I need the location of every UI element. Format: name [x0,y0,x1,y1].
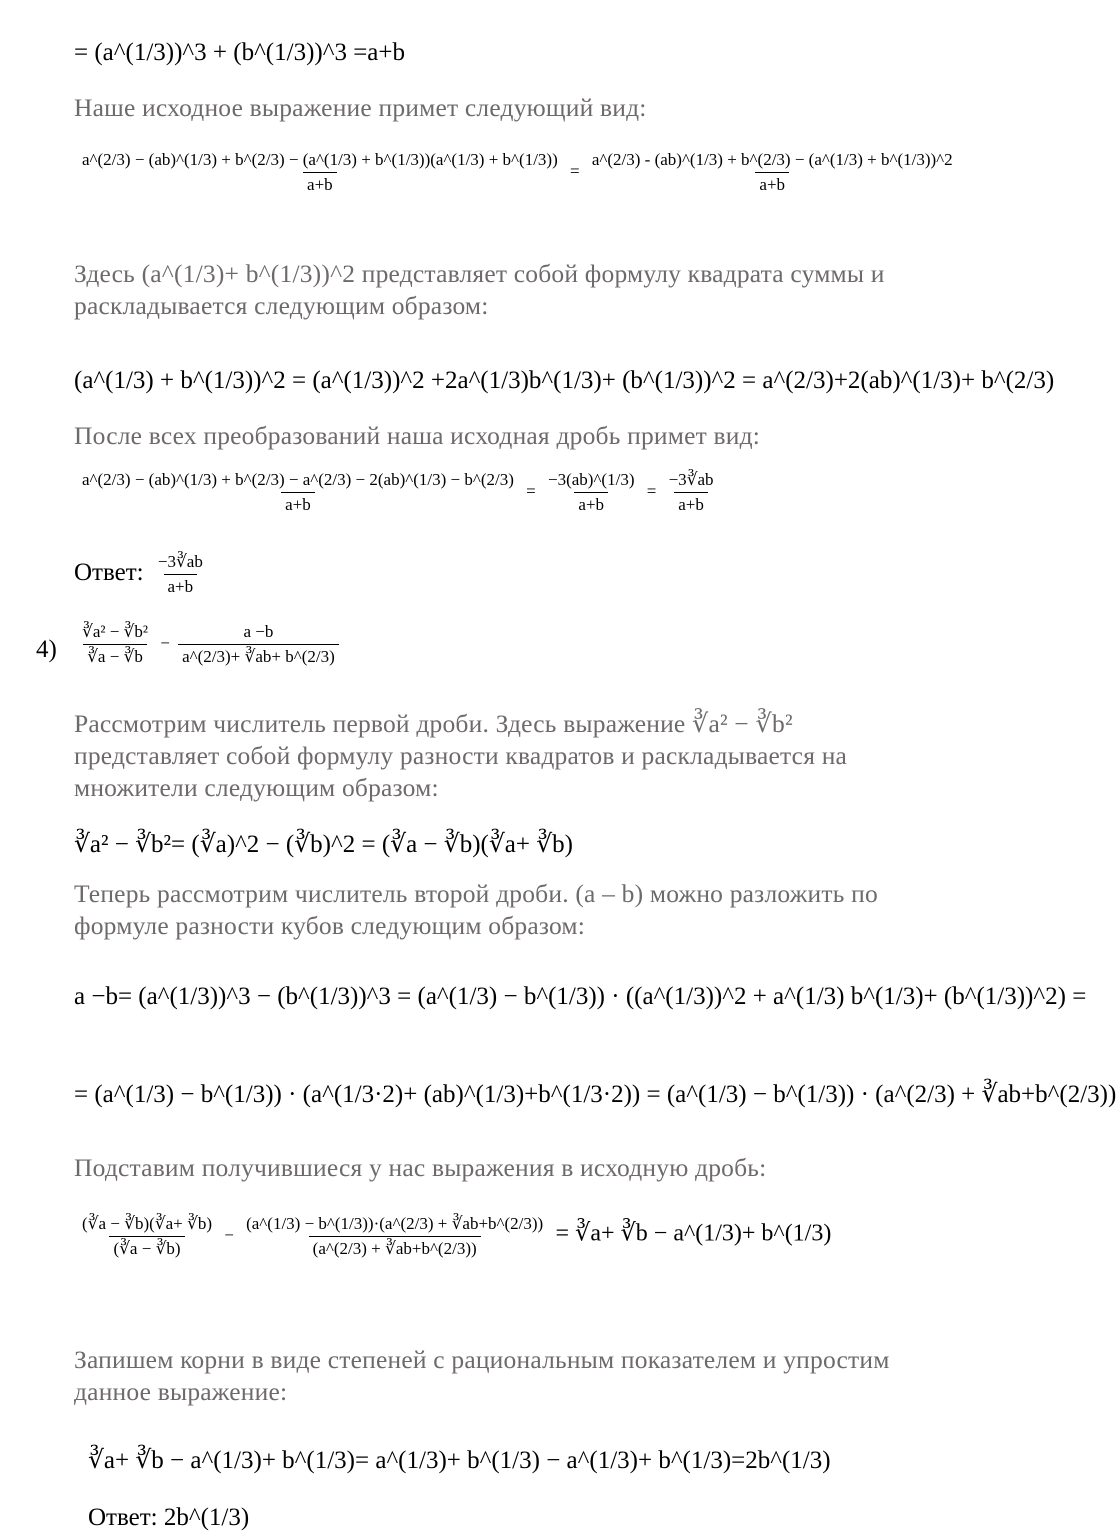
fraction-1-left-denominator: a+b [303,172,337,195]
substitution-left-fraction [78,1214,216,1259]
answer-2: Ответ: 2b^(1/3) [88,1504,250,1531]
problem-4-left-fraction [78,622,152,667]
substitution-result: = ∛a+ ∛b − a^(1/3)+ b^(1/3) [555,1220,832,1247]
equation-difference-of-cubes-1: a −b= (a^(1/3))^3 − (b^(1/3))^3 = (a^(1/3) − b^(1/3)) · ((a^(1/3))^2 + a^(1/3) b^(1/3)+ (b^(1/3))^2) = [74,983,1087,1010]
substitution-right-numerator: (a^(1/3) − b^(1/3))·(a^(2/3) + ∛ab+b^(2/3)) [246,1214,544,1233]
paragraph-after-transformations: После всех преобразований наша исходная дробь примет вид: [74,421,761,450]
fraction-1-right [588,150,957,195]
problem-number: 4) [36,636,57,663]
fraction-2-right [665,470,718,515]
paragraph-difference-of-cubes: Теперь рассмотрим числитель второй дроби. (a – b) можно разложить по формуле разности кубов следующим образом: [74,879,878,940]
equation-fraction-2 [74,470,722,515]
equation-square-expansion: (a^(1/3) + b^(1/3))^2 = (a^(1/3))^2 +2a^(1/3)b^(1/3)+ (b^(1/3))^2 = a^(2/3)+2(ab)^(1/3)+ b^(2/3) [74,367,1055,394]
problem-4-right-denominator: a^(2/3)+ ∛ab+ b^(2/3) [178,644,339,667]
fraction-2-left-numerator: a^(2/3) − (ab)^(1/3) + b^(2/3) − a^(2/3) − 2(ab)^(1/3) − b^(2/3) [82,470,514,489]
equation-sum-of-cubes: = (a^(1/3))^3 + (b^(1/3))^3 =a+b [74,39,406,66]
equation-fraction-1 [74,150,961,195]
equation-difference-of-squares: ∛a² − ∛b²= (∛a)^2 − (∛b)^2 = (∛a − ∛b)(∛a+ ∛b) [74,831,573,858]
substitution-left-denominator: (∛a − ∛b) [109,1236,184,1259]
paragraph-rational-exponents: Запишем корни в виде степеней с рациональным показателем и упростим данное выражение: [74,1345,890,1406]
minus-sign: − [224,1225,234,1245]
paragraph-substitution: Подставим получившиеся у нас выражения в исходную дробь: [74,1153,767,1182]
paragraph-difference-of-squares: Рассмотрим числитель первой дроби. Здесь выражение ∛a² − ∛b² представляет собой формулу разности квадратов и раскладывается на множители следующим образом: [74,709,848,802]
fraction-1-left-numerator: a^(2/3) − (ab)^(1/3) + b^(2/3) − (a^(1/3) + b^(1/3))(a^(1/3) + b^(1/3)) [82,150,558,169]
answer-1-fraction [154,552,207,597]
fraction-2-middle [544,470,638,515]
fraction-2-middle-denominator: a+b [574,492,608,515]
equation-final-simplification: ∛a+ ∛b − a^(1/3)+ b^(1/3)= a^(1/3)+ b^(1/3) − a^(1/3)+ b^(1/3)=2b^(1/3) [88,1447,831,1474]
fraction-2-left-denominator: a+b [281,492,315,515]
substitution-right-denominator: (a^(2/3) + ∛ab+b^(2/3)) [309,1236,481,1259]
problem-4-left-denominator: ∛a − ∛b [83,644,147,667]
fraction-1-left [78,150,562,195]
substitution-left-numerator: (∛a − ∛b)(∛a+ ∛b) [82,1214,212,1233]
fraction-1-right-denominator: a+b [755,172,789,195]
problem-4-left-numerator: ∛a² − ∛b² [82,622,148,641]
equation-substitution [74,1214,831,1259]
answer-1-denominator: a+b [164,574,198,597]
equals-sign: = [570,161,580,181]
fraction-1-right-numerator: a^(2/3) - (ab)^(1/3) + b^(2/3) − (a^(1/3) + b^(1/3))^2 [591,150,953,169]
fraction-2-right-numerator: −3∛ab [668,470,714,489]
equation-problem-4 [74,622,343,667]
fraction-2-left [78,470,518,515]
equation-difference-of-cubes-2: = (a^(1/3) − b^(1/3)) · (a^(1/3·2)+ (ab)^(1/3)+b^(1/3·2)) = (a^(1/3) − b^(1/3)) · (a^(2/3) + ∛ab+b^(2/3)) [74,1081,1116,1108]
answer-1-numerator: −3∛ab [157,552,203,571]
substitution-right-fraction [242,1214,547,1259]
answer-1 [74,552,211,597]
fraction-2-right-denominator: a+b [674,492,708,515]
answer-label: Ответ: [74,559,144,587]
paragraph-square-of-sum: Здесь (a^(1/3)+ b^(1/3))^2 представляет собой формулу квадрата суммы и раскладывается следующим образом: [74,259,885,320]
equals-sign: = [526,481,536,501]
minus-sign: − [160,633,170,653]
problem-4-right-numerator: a −b [243,622,274,641]
equals-sign: = [646,481,657,501]
problem-4-right-fraction [178,622,339,667]
fraction-2-middle-numerator: −3(ab)^(1/3) [548,470,635,489]
paragraph-original-expression: Наше исходное выражение примет следующий вид: [74,93,647,122]
